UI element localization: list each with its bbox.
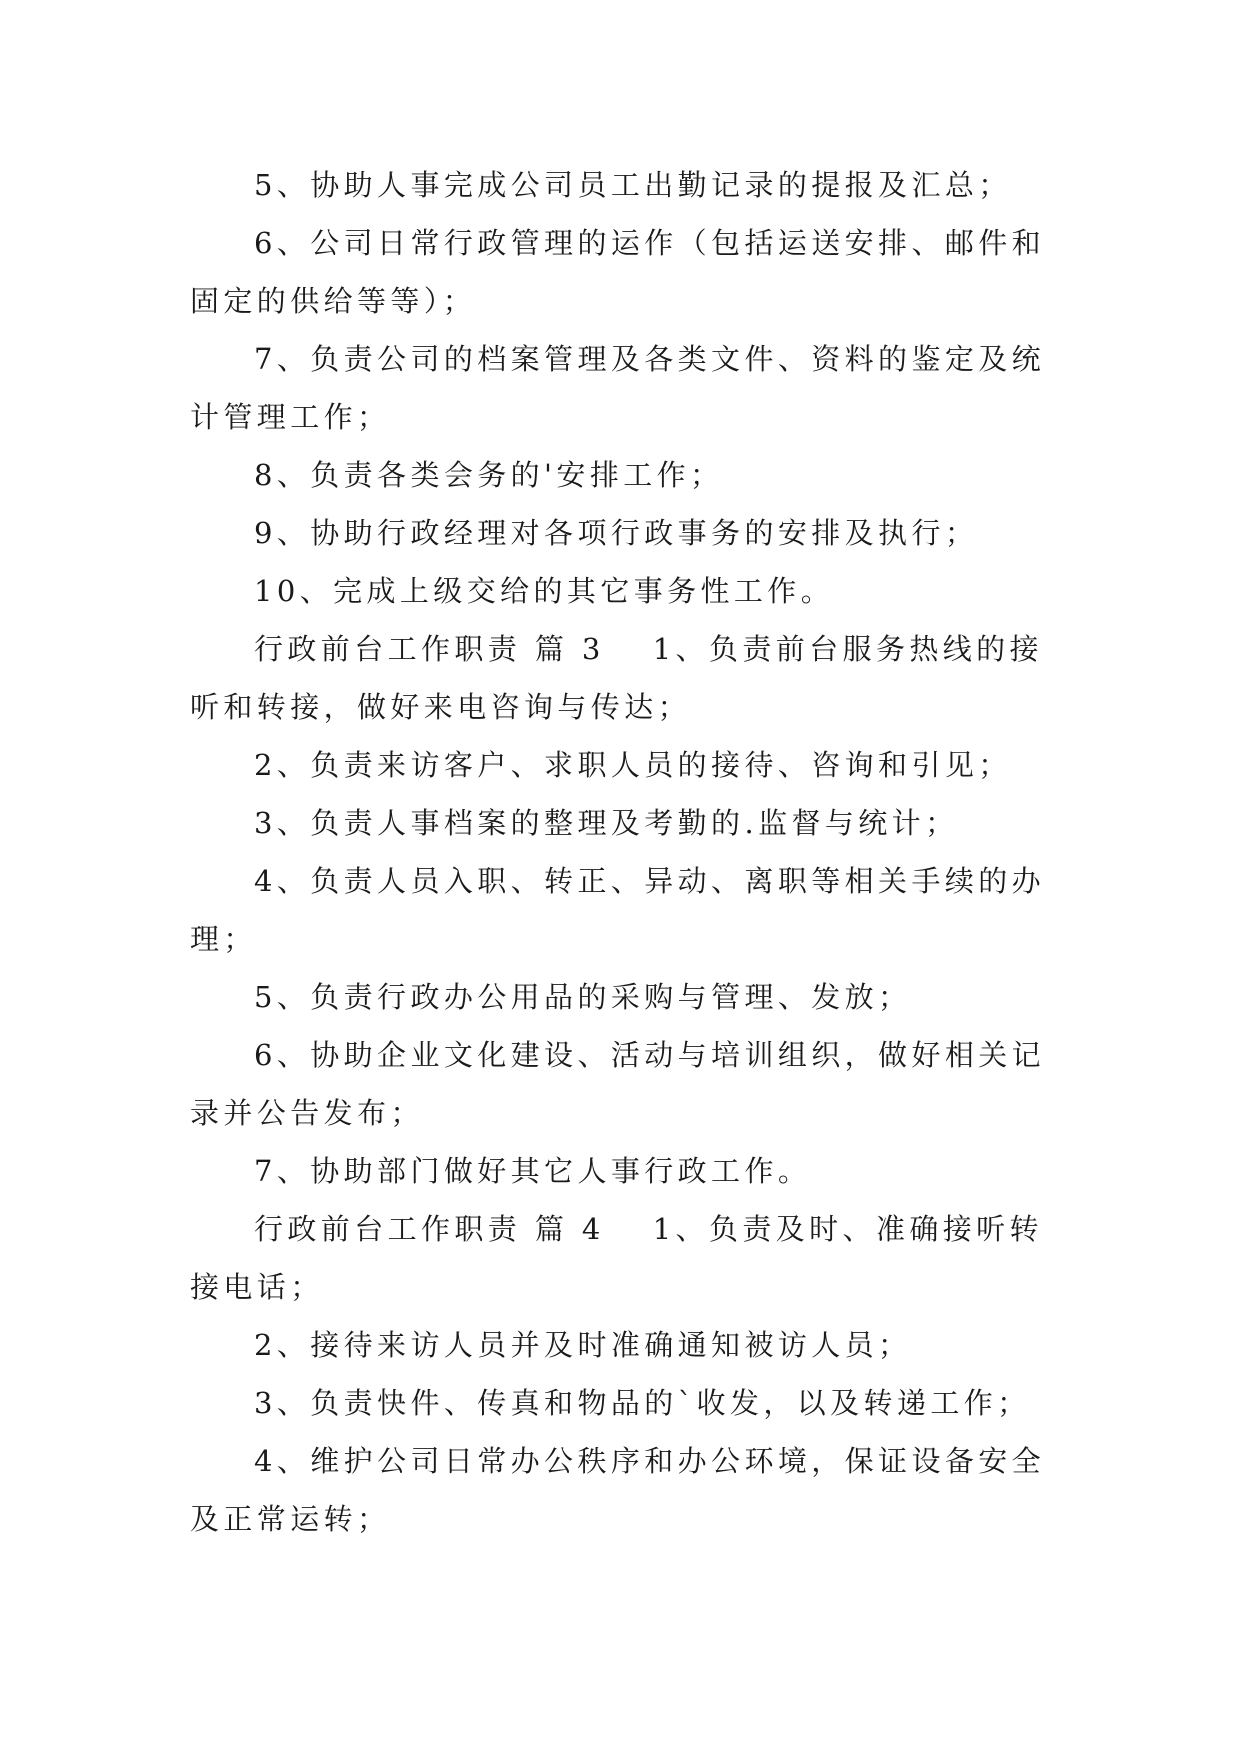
section-4-item-3: 3、负责快件、传真和物品的`收发，以及转递工作； (254, 1386, 1031, 1420)
section-4-paragraph (190, 1200, 1052, 1316)
paragraph-item-8: 8、负责各类会务的'安排工作； (254, 458, 724, 492)
section-4-item-2: 2、接待来访人员并及时准确通知被访人员； (254, 1328, 912, 1362)
paragraph-item-5: 5、协助人事完成公司员工出勤记录的提报及汇总； (254, 168, 1012, 202)
paragraph-item-9: 9、协助行政经理对各项行政事务的安排及执行； (254, 516, 979, 550)
section-3-item-2: 2、负责来访客户、求职人员的接待、咨询和引见； (254, 748, 1012, 782)
section-3-item-3: 3、负责人事档案的整理及考勤的.监督与统计； (254, 806, 959, 840)
document-page (190, 156, 1052, 1548)
paragraph-item-6: 6、公司日常行政管理的运作（包括运送安排、邮件和固定的供给等等）； (190, 226, 1046, 318)
section-4-item-4: 4、维护公司日常办公秩序和办公环境，保证设备安全及正常运转； (190, 1444, 1046, 1536)
section-3-item-7: 7、协助部门做好其它人事行政工作。 (254, 1154, 812, 1188)
section-3-item-5: 5、负责行政办公用品的采购与管理、发放； (254, 980, 912, 1014)
section-3-item-1: 1、负责前台服务热线的接听和转接，做好来电咨询与传达； (190, 632, 1043, 724)
paragraph-item-7: 7、负责公司的档案管理及各类文件、资料的鉴定及统计管理工作； (190, 342, 1046, 434)
section-3-heading: 行政前台工作职责 篇 3 (254, 632, 605, 666)
paragraph-item-10: 10、完成上级交给的其它事务性工作。 (254, 574, 835, 608)
section-4-heading: 行政前台工作职责 篇 4 (254, 1212, 605, 1246)
section-3-paragraph (190, 620, 1052, 736)
section-3-item-4: 4、负责人员入职、转正、异动、离职等相关手续的办理； (190, 864, 1046, 956)
section-4-item-1: 1、负责及时、准确接听转接电话； (190, 1212, 1043, 1304)
section-3-item-6: 6、协助企业文化建设、活动与培训组织，做好相关记录并公告发布； (190, 1038, 1046, 1130)
